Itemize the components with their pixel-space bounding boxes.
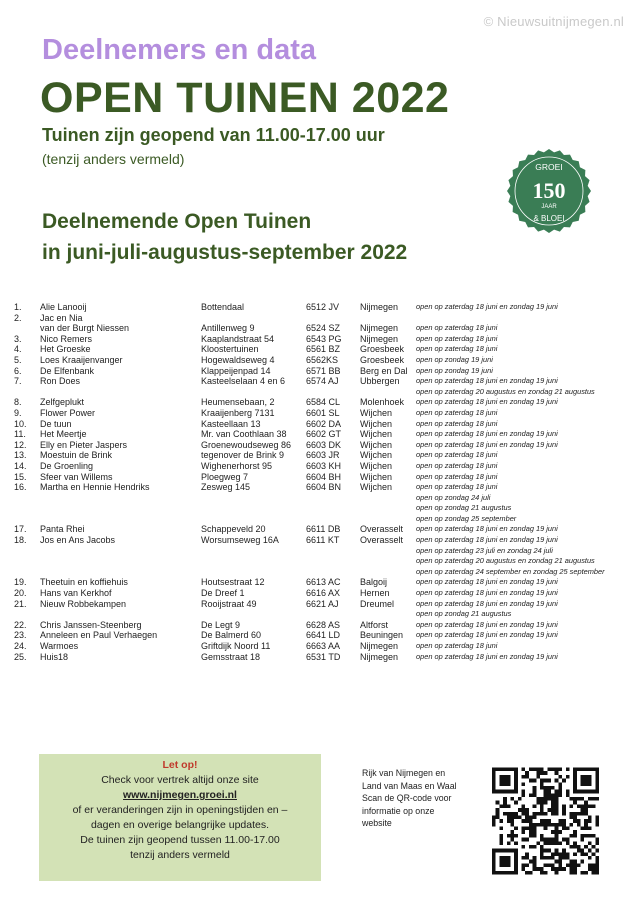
garden-name: Ron Does [40, 376, 81, 387]
garden-open: open op zaterdag 18 juni [416, 407, 498, 417]
garden-row [14, 429, 634, 440]
garden-pc: 6531 TD [306, 651, 341, 662]
garden-num: 14. [14, 460, 27, 471]
qr-caption-line-2: Land van Maas en Waal [362, 780, 457, 791]
garden-num: 17. [14, 524, 27, 535]
garden-name: Jos en Ans Jacobs [40, 535, 116, 546]
garden-name: Het Meertje [40, 429, 87, 440]
garden-name: Anneleen en Paul Verhaegen [40, 630, 158, 641]
garden-city: Wijchen [360, 407, 393, 418]
garden-pc: 6603 KH [306, 460, 342, 471]
garden-num: 16. [14, 482, 27, 493]
garden-num: 8. [14, 397, 22, 408]
garden-name: De tuun [40, 418, 72, 429]
notice-line-1: Check voor vertrek altijd onze site [101, 774, 259, 786]
garden-row [14, 524, 634, 535]
qr-caption [362, 767, 472, 830]
garden-city: Overasselt [360, 524, 404, 535]
garden-city: Groesbeek [360, 354, 405, 365]
garden-num: 15. [14, 471, 27, 482]
garden-city: Nijmegen [360, 641, 399, 651]
garden-name: Martha en Hennie Hendriks [40, 482, 150, 493]
qr-caption-line-5: website [362, 818, 392, 829]
qr-caption-line-3: Scan de QR-code voor [362, 793, 452, 804]
garden-open: open op zaterdag 18 juni en zondag 19 juni [416, 376, 558, 386]
participants-heading-line-2: in juni-juli-augustus-september 2022 [42, 241, 408, 264]
garden-open: open op zaterdag 18 juni en zondag 19 juni [416, 535, 558, 545]
garden-addr: Kasteellaan 13 [201, 418, 261, 429]
garden-row [14, 355, 634, 366]
garden-name: Flower Power [40, 407, 96, 418]
garden-num: 18. [14, 535, 27, 546]
garden-city: Wijchen [360, 460, 393, 471]
watermark: © Nieuwsuitnijmegen.nl [483, 14, 624, 29]
garden-row [14, 366, 634, 377]
garden-pc: 6603 DK [306, 439, 342, 450]
garden-num: 25. [14, 651, 27, 662]
garden-open: open op zaterdag 18 juni en zondag 19 juni [416, 577, 558, 587]
garden-row [14, 461, 634, 472]
garden-open: open op zaterdag 18 juni en zondag 19 juni [416, 302, 558, 311]
garden-pc: 6561 BZ [306, 344, 341, 355]
garden-open: open op zaterdag 18 juni en zondag 19 juni [416, 651, 558, 661]
garden-city: Molenhoek [360, 397, 405, 408]
garden-open: open op zondag 24 juli [416, 492, 491, 502]
garden-city: Overasselt [360, 535, 404, 546]
participants-heading [42, 206, 407, 268]
garden-num: 22. [14, 619, 27, 630]
garden-open: open op zaterdag 18 juni en zondag 19 juni [416, 619, 558, 629]
garden-row [14, 620, 634, 631]
garden-pc: 6628 AS [306, 619, 341, 630]
garden-row [14, 450, 634, 461]
garden-pc: 6641 LD [306, 630, 341, 641]
garden-pc: 6602 GT [306, 429, 342, 440]
garden-open: open op zaterdag 18 juni en zondag 19 juni [416, 429, 558, 439]
garden-name: Huis18 [40, 651, 69, 662]
garden-num: 21. [14, 598, 27, 609]
garden-num: 23. [14, 630, 27, 641]
garden-row [14, 482, 634, 493]
notice-link[interactable]: www.nijmegen.groei.nl [123, 789, 237, 801]
garden-addr: De Dreef 1 [201, 588, 245, 599]
garden-row [14, 588, 634, 599]
garden-pc: 6584 CL [306, 397, 341, 408]
garden-pc: 6604 BN [306, 482, 342, 493]
garden-name: Zelfgeplukt [40, 397, 85, 408]
garden-row [14, 514, 634, 525]
garden-num: 11. [14, 429, 26, 440]
garden-row [14, 344, 634, 355]
garden-city: Wijchen [360, 418, 393, 429]
notice-line-2: of er veranderingen zijn in openingstijden en – [72, 804, 288, 816]
garden-open: open op zaterdag 18 juni [416, 323, 498, 333]
garden-city: Nijmegen [360, 302, 399, 312]
page-title: OPEN TUINEN 2022 [40, 74, 450, 122]
garden-name: Het Groeske [40, 344, 91, 355]
garden-addr: Hogewaldseweg 4 [201, 354, 275, 365]
notice-box [39, 754, 321, 881]
garden-num: 12. [14, 439, 27, 450]
garden-city: Nijmegen [360, 333, 399, 344]
garden-addr: Groenewoudseweg 86 [201, 439, 292, 450]
garden-pc: 6562KS [306, 354, 339, 365]
garden-city: Wijchen [360, 482, 393, 493]
garden-addr: De Legt 9 [201, 619, 241, 630]
garden-open: open op zondag 21 augustus [416, 609, 512, 619]
garden-open: open op zondag 21 augustus [416, 503, 512, 513]
garden-row [14, 630, 634, 641]
garden-pc: 6621 AJ [306, 598, 339, 609]
garden-pc: 6613 AC [306, 577, 341, 588]
garden-num: 24. [14, 641, 27, 651]
participants-heading-line-1: Deelnemende Open Tuinen [42, 210, 312, 233]
garden-pc: 6543 PG [306, 333, 342, 344]
garden-city: Hernen [360, 588, 390, 599]
notice-line-4: De tuinen zijn geopend tussen 11.00-17.00 [80, 834, 280, 846]
garden-pc: 6602 DA [306, 418, 342, 429]
garden-pc: 6571 BB [306, 365, 341, 376]
garden-open: open op zaterdag 18 juni [416, 460, 498, 470]
garden-name: Nieuw Robbekampen [40, 598, 127, 609]
garden-addr: Bottendaal [201, 302, 245, 312]
garden-open: open op zaterdag 20 augustus en zondag 21 augustus [416, 386, 595, 396]
garden-pc: 6601 SL [306, 407, 340, 418]
garden-addr: Rooijstraat 49 [201, 598, 257, 609]
garden-open: open op zaterdag 18 juni en zondag 19 juni [416, 598, 558, 608]
qr-caption-line-1: Rijk van Nijmegen en [362, 768, 446, 778]
garden-open: open op zondag 25 september [416, 513, 517, 523]
garden-pc: 6574 AJ [306, 376, 339, 387]
garden-city: Groesbeek [360, 344, 405, 355]
garden-open: open op zaterdag 18 juni [416, 471, 498, 481]
garden-addr: Zesweg 145 [201, 482, 251, 493]
garden-num: 5. [14, 354, 22, 365]
garden-row [14, 440, 634, 451]
garden-name: Hans van Kerkhof [40, 588, 112, 599]
garden-row [14, 408, 634, 419]
garden-row [14, 419, 634, 430]
garden-row [14, 556, 634, 567]
garden-city: Ubbergen [360, 376, 400, 387]
garden-name: Panta Rhei [40, 524, 85, 535]
garden-addr: Kloostertuinen [201, 344, 259, 355]
garden-open: open op zaterdag 18 juni en zondag 19 juni [416, 588, 558, 598]
garden-addr: Worsumseweg 16A [201, 535, 279, 546]
garden-name: Warmoes [40, 641, 79, 651]
notice-line-3: dagen en overige belangrijke updates. [90, 819, 270, 831]
garden-num: 10. [14, 418, 27, 429]
garden-addr: Kasteelselaan 4 en 6 [201, 376, 286, 387]
garden-row [14, 387, 634, 398]
qr-code-icon[interactable] [492, 767, 599, 875]
garden-name: Jac en Nia [40, 312, 83, 323]
garden-city: Wijchen [360, 450, 393, 461]
garden-num: 2. [14, 312, 22, 323]
garden-row [14, 577, 634, 588]
garden-num: 3. [14, 333, 22, 344]
seal-top-text: GROEI [535, 162, 563, 172]
garden-city: Nijmegen [360, 651, 399, 662]
garden-open: open op zondag 19 juni [416, 365, 493, 375]
garden-addr: Antillenweg 9 [201, 323, 255, 334]
notice-title: Let op! [162, 759, 198, 771]
qr-caption-line-4: informatie op onze [362, 805, 435, 816]
garden-row [14, 652, 634, 663]
garden-name: De Groenling [40, 460, 94, 471]
garden-addr: Wighenerhorst 95 [201, 460, 273, 471]
garden-name: Theetuin en koffiehuis [40, 577, 128, 588]
garden-num: 1. [14, 302, 22, 312]
garden-addr: Schappeveld 20 [201, 524, 266, 535]
seal-bottom-text: & BLOEI [533, 214, 565, 223]
garden-open: open op zaterdag 18 juni en zondag 19 juni [416, 524, 558, 534]
garden-addr: Houtsestraat 12 [201, 577, 265, 588]
garden-city: Beuningen [360, 630, 404, 641]
garden-num: 4. [14, 344, 22, 355]
garden-num: 20. [14, 588, 27, 599]
garden-num: 7. [14, 376, 22, 387]
garden-name: Nico Remers [40, 333, 93, 344]
garden-city: Balgoij [360, 577, 388, 588]
garden-addr: Heumensebaan, 2 [201, 397, 275, 408]
garden-pc: 6604 BH [306, 471, 342, 482]
garden-open: open op zaterdag 18 juni [416, 418, 498, 428]
garden-row [14, 313, 634, 324]
garden-row [14, 493, 634, 504]
garden-open: open op zaterdag 20 augustus en zondag 21 augustus [416, 556, 595, 566]
garden-name: van der Burgt Niessen [40, 323, 130, 334]
garden-pc: 6663 AA [306, 641, 341, 651]
garden-addr: Griftdijk Noord 11 [201, 641, 271, 651]
garden-open: open op zaterdag 18 juni en zondag 19 juni [416, 397, 558, 407]
garden-addr: Kraaijenberg 7131 [201, 407, 275, 418]
garden-num: 13. [14, 450, 27, 461]
seal-number: 150 [532, 178, 566, 203]
garden-pc: 6512 JV [306, 302, 340, 312]
garden-city: Wijchen [360, 439, 393, 450]
garden-city: Wijchen [360, 471, 393, 482]
garden-city: Dreumel [360, 598, 395, 609]
garden-row [14, 397, 634, 408]
garden-addr: Mr. van Coothlaan 38 [201, 429, 287, 440]
garden-num: 19. [14, 577, 27, 588]
garden-addr: De Balmerd 60 [201, 630, 262, 641]
garden-addr: Ploegweg 7 [201, 471, 249, 482]
notice-line-5: tenzij anders vermeld [130, 849, 230, 861]
garden-addr: tegenover de Brink 9 [201, 450, 285, 461]
garden-city: Wijchen [360, 429, 393, 440]
garden-city: Berg en Dal [360, 365, 408, 376]
garden-addr: Klappeijenpad 14 [201, 365, 271, 376]
seal-middle-text: JAAR [541, 204, 557, 210]
garden-name: De Elfenbank [40, 365, 95, 376]
garden-name: Chris Janssen-Steenberg [40, 619, 142, 630]
garden-open: open op zondag 19 juni [416, 354, 493, 364]
garden-row [14, 546, 634, 557]
garden-open: open op zaterdag 18 juni en zondag 19 juni [416, 439, 558, 449]
garden-open: open op zaterdag 18 juni en zondag 19 juni [416, 630, 558, 640]
garden-name: Alie Lanooij [40, 302, 87, 312]
garden-row [14, 567, 634, 578]
garden-pc: 6611 DB [306, 524, 341, 535]
garden-pc: 6603 JR [306, 450, 340, 461]
garden-row [14, 535, 634, 546]
garden-name: Sfeer van Willems [40, 471, 113, 482]
garden-row [14, 641, 634, 652]
garden-city: Nijmegen [360, 323, 399, 334]
garden-row [14, 376, 634, 387]
garden-city: Altforst [360, 619, 389, 630]
page-subtitle: Deelnemers en data [42, 34, 317, 66]
garden-row [14, 323, 634, 334]
garden-pc: 6524 SZ [306, 323, 341, 334]
garden-pc: 6616 AX [306, 588, 341, 599]
garden-open: open op zaterdag 18 juni [416, 333, 498, 343]
garden-name: Loes Kraaijenvanger [40, 354, 123, 365]
garden-open: open op zaterdag 18 juni [416, 450, 498, 460]
garden-open: open op zaterdag 24 september en zondag 25 september [416, 566, 605, 576]
garden-row [14, 472, 634, 483]
garden-open: open op zaterdag 18 juni [416, 482, 498, 492]
garden-name: Moestuin de Brink [40, 450, 113, 461]
garden-open: open op zaterdag 23 juli en zondag 24 juli [416, 545, 553, 555]
garden-addr: Gemsstraat 18 [201, 651, 261, 662]
garden-row [14, 334, 634, 345]
garden-open: open op zaterdag 18 juni [416, 344, 498, 354]
garden-num: 6. [14, 365, 22, 376]
garden-row [14, 302, 634, 313]
garden-addr: Kaaplandstraat 54 [201, 333, 275, 344]
garden-pc: 6611 KT [306, 535, 340, 546]
garden-row [14, 599, 634, 610]
garden-list [14, 302, 634, 662]
opening-hours-note: (tenzij anders vermeld) [42, 151, 185, 167]
garden-num: 9. [14, 407, 22, 418]
opening-hours: Tuinen zijn geopend van 11.00-17.00 uur [42, 125, 385, 145]
anniversary-seal-icon [506, 148, 592, 234]
garden-row [14, 503, 634, 514]
garden-open: open op zaterdag 18 juni [416, 641, 498, 650]
garden-name: Elly en Pieter Jaspers [40, 439, 128, 450]
garden-row [14, 609, 634, 620]
